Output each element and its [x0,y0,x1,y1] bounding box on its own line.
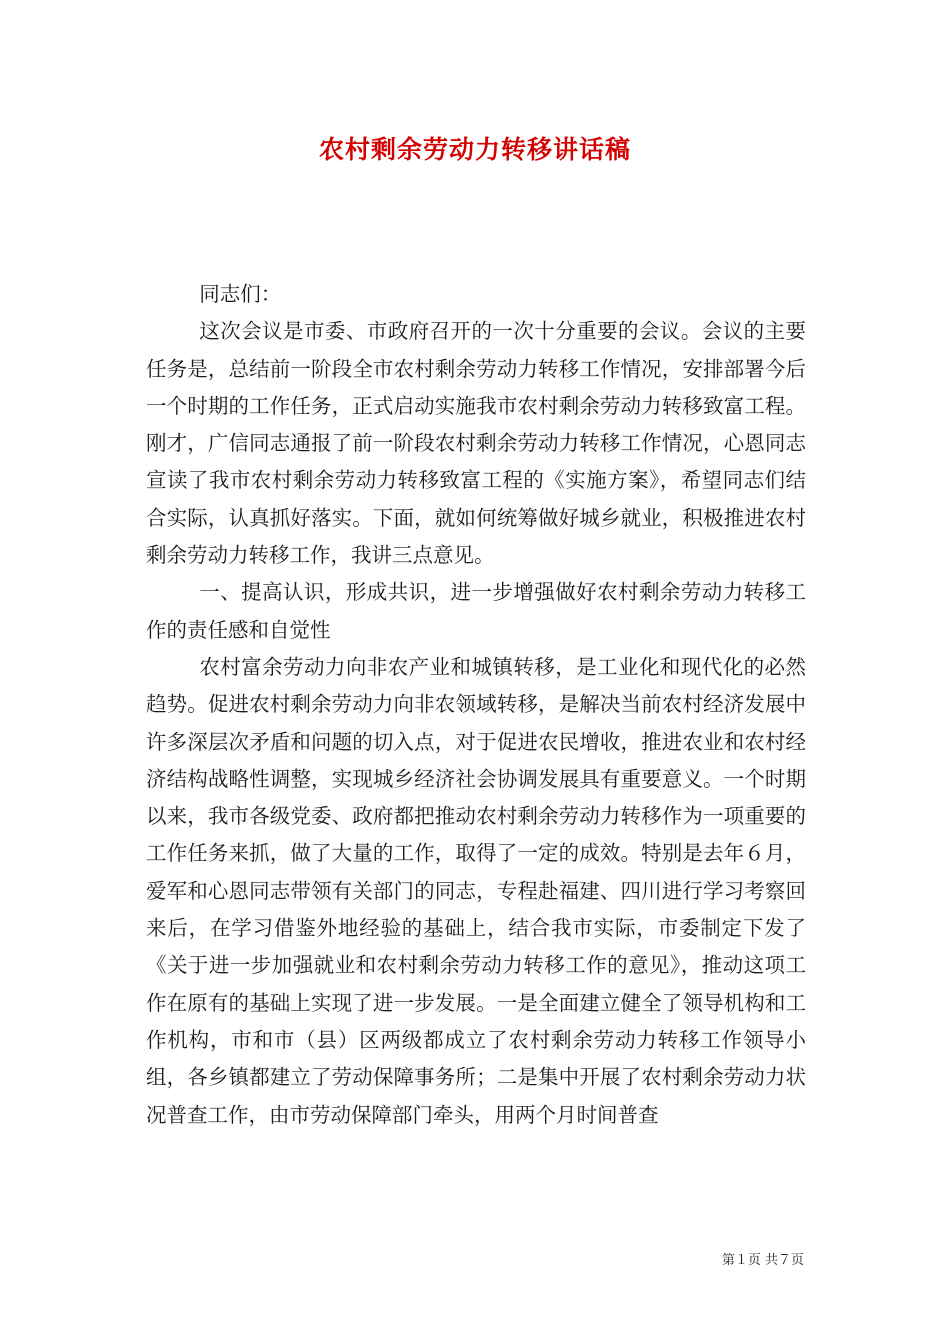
document-body [146,276,806,1134]
body-paragraph: 这次会议是市委、市政府召开的一次十分重要的会议。会议的主要任务是，总结前一阶段全市农村剩余劳动力转移工作情况，安排部署今后一个时期的工作任务，正式启动实施我市农村剩余劳动力转移致富工程。刚才，广信同志通报了前一阶段农村剩余劳动力转移工作情况，心恩同志宣读了我市农村剩余劳动力转移致富工程的《实施方案》，希望同志们结合实际，认真抓好落实。下面，就如何统筹做好城乡就业，积极推进农村剩余劳动力转移工作，我讲三点意见。 [146,319,806,568]
section-heading: 一、提高认识，形成共识，进一步增强做好农村剩余劳动力转移工作的责任感和自觉性 [146,580,806,642]
body-paragraph: 农村富余劳动力向非农产业和城镇转移，是工业化和现代化的必然趋势。促进农村剩余劳动力向非农领域转移，是解决当前农村经济发展中许多深层次矛盾和问题的切入点，对于促进农民增收，推进农业和农村经济结构战略性调整，实现城乡经济社会协调发展具有重要意义。一个时期以来，我市各级党委、政府都把推动农村剩余劳动力转移作为一项重要的工作任务来抓，做了大量的工作，取得了一定的成效。特别是去年６月，爱军和心恩同志带领有关部门的同志，专程赴福建、四川进行学习考察回来后，在学习借鉴外地经验的基础上，结合我市实际，市委制定下发了《关于进一步加强就业和农村剩余劳动力转移工作的意见》，推动这项工作在原有的基础上实现了进一步发展。一是全面建立健全了领导机构和工作机构，市和市（县）区两级都成立了农村剩余劳动力转移工作领导小组，各乡镇都建立了劳动保障事务所；二是集中开展了农村剩余劳动力状况普查工作，由市劳动保障部门牵头，用两个月时间普查 [146,654,806,1127]
document-title: 农村剩余劳动力转移讲话稿 [318,135,631,164]
page-number: 第１页 共７页 [721,1253,804,1268]
salutation: 同志们： [199,282,282,306]
